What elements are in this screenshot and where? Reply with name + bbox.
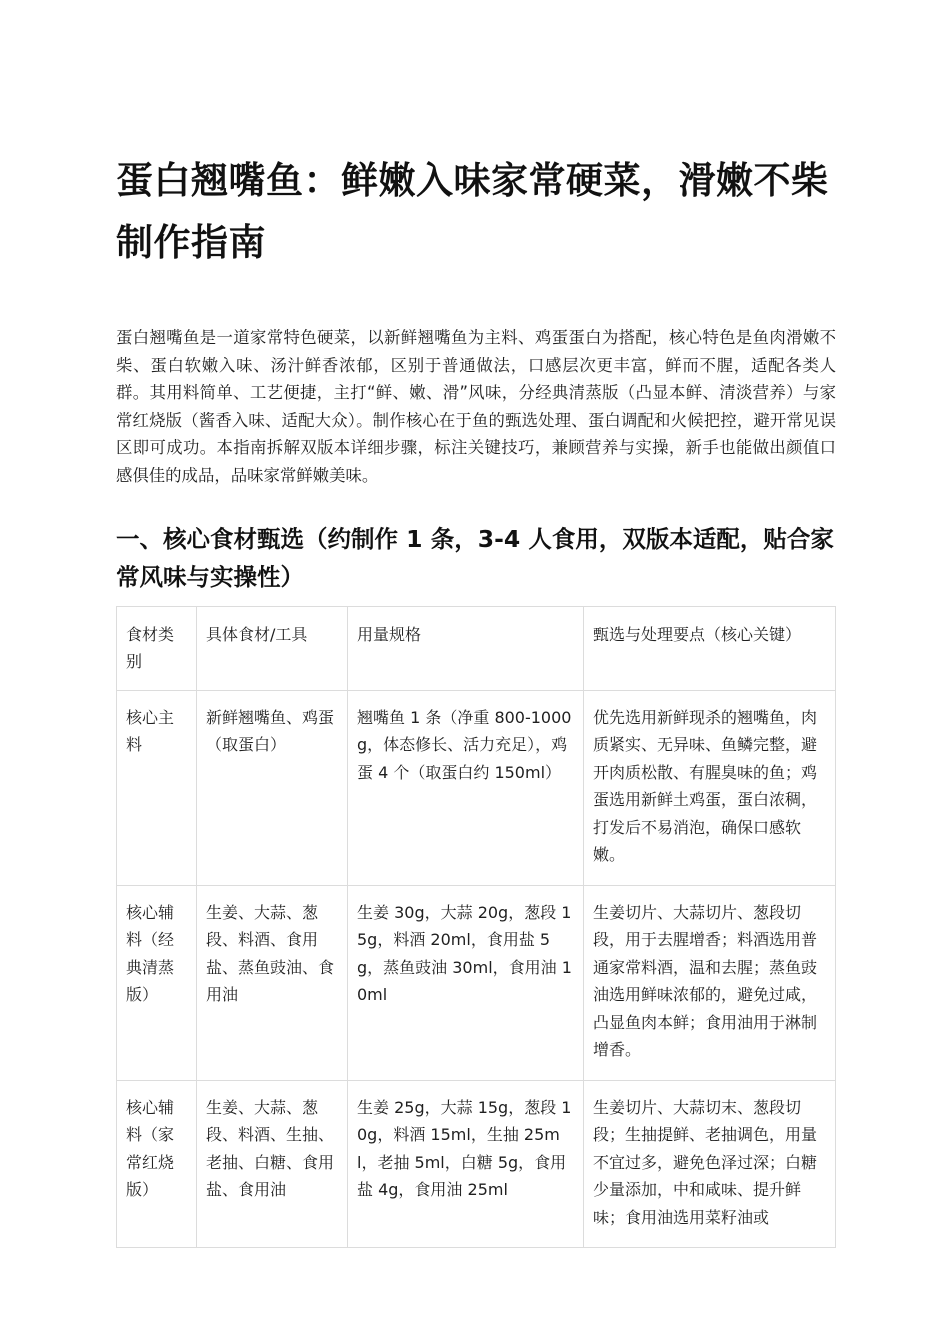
ingredients-table	[116, 606, 836, 1249]
cell-tips: 生姜切片、大蒜切末、葱段切段；生抽提鲜、老抽调色，用量不宜过多，避免色泽过深；白糖少量添加，中和咸味、提升鲜味；食用油选用菜籽油或	[584, 1080, 836, 1248]
cell-items: 生姜、大蒜、葱段、料酒、食用盐、蒸鱼豉油、食用油	[197, 885, 348, 1080]
cell-items: 生姜、大蒜、葱段、料酒、生抽、老抽、白糖、食用盐、食用油	[197, 1080, 348, 1248]
cell-tips: 生姜切片、大蒜切片、葱段切段，用于去腥增香；料酒选用普通家常料酒，温和去腥；蒸鱼豉油选用鲜味浓郁的，避免过咸，凸显鱼肉本鲜；食用油用于淋制增香。	[584, 885, 836, 1080]
cell-items: 新鲜翘嘴鱼、鸡蛋（取蛋白）	[197, 690, 348, 885]
document-title: 蛋白翘嘴鱼：鲜嫩入味家常硬菜，滑嫩不柴制作指南	[116, 159, 829, 264]
header-tips: 甄选与处理要点（核心关键）	[584, 606, 836, 690]
cell-tips: 优先选用新鲜现杀的翘嘴鱼，肉质紧实、无异味、鱼鳞完整，避开肉质松散、有腥臭味的鱼；鸡蛋选用新鲜土鸡蛋，蛋白浓稠，打发后不易消泡，确保口感软嫩。	[584, 690, 836, 885]
cell-amount: 翘嘴鱼 1 条（净重 800-1000g，体态修长、活力充足），鸡蛋 4 个（取蛋白约 150ml）	[348, 690, 584, 885]
intro-paragraph: 蛋白翘嘴鱼是一道家常特色硬菜，以新鲜翘嘴鱼为主料、鸡蛋蛋白为搭配，核心特色是鱼肉滑嫩不柴、蛋白软嫩入味、汤汁鲜香浓郁，区别于普通做法，口感层次更丰富，鲜而不腥，适配各类人群。其用料简单、工艺便捷，主打“鲜、嫩、滑”风味，分经典清蒸版（凸显本鲜、清淡营养）与家常红烧版（酱香入味、适配大众）。制作核心在于鱼的甄选处理、蛋白调配和火候把控，避开常见误区即可成功。本指南拆解双版本详细步骤，标注关键技巧，兼顾营养与实操，新手也能做出颜值口感俱佳的成品，品味家常鲜嫩美味。	[116, 328, 836, 485]
header-category: 食材类别	[117, 606, 197, 690]
header-amount: 用量规格	[348, 606, 584, 690]
document-page	[116, 150, 836, 1248]
cell-category: 核心辅料（家常红烧版）	[117, 1080, 197, 1248]
table-row	[117, 1080, 836, 1248]
table-header-row	[117, 606, 836, 690]
cell-amount: 生姜 25g，大蒜 15g，葱段 10g，料酒 15ml，生抽 25ml，老抽 5ml，白糖 5g，食用盐 4g，食用油 25ml	[348, 1080, 584, 1248]
cell-category: 核心辅料（经典清蒸版）	[117, 885, 197, 1080]
section-heading-ingredients: 一、核心食材甄选（约制作 1 条，3-4 人食用，双版本适配，贴合家常风味与实操性）	[116, 524, 834, 591]
header-items: 具体食材/工具	[197, 606, 348, 690]
table-row	[117, 690, 836, 885]
table-row	[117, 885, 836, 1080]
cell-category: 核心主料	[117, 690, 197, 885]
cell-amount: 生姜 30g，大蒜 20g，葱段 15g，料酒 20ml，食用盐 5g，蒸鱼豉油 30ml，食用油 10ml	[348, 885, 584, 1080]
